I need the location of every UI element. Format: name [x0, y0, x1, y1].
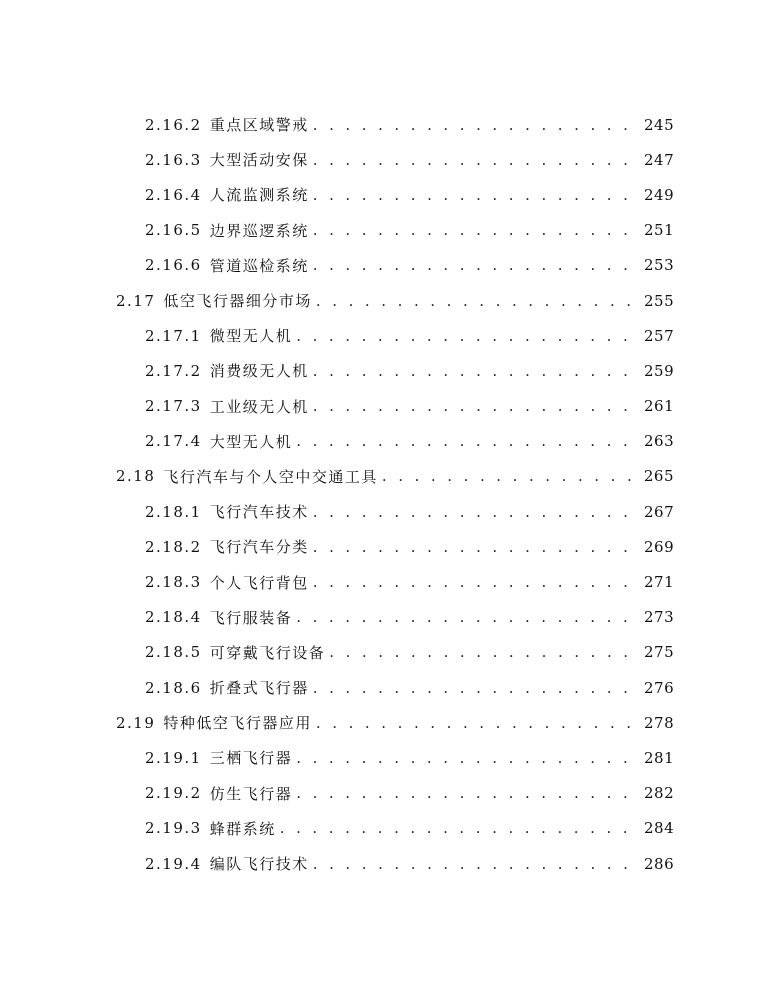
toc-entry-title: 三栖飞行器 — [209, 749, 293, 768]
dot-leader — [313, 256, 634, 274]
toc-entry-number: 2.18.1 — [145, 502, 202, 521]
toc-entry-number: 2.18.6 — [145, 678, 202, 697]
toc-entry[interactable] — [0, 142, 765, 177]
toc-entry-page: 281 — [644, 748, 675, 767]
dot-leader — [296, 749, 634, 767]
toc-section-entry[interactable] — [0, 705, 765, 740]
toc-entry-page: 247 — [644, 150, 675, 169]
toc-entry-page: 276 — [644, 678, 675, 697]
toc-entry-title: 低空飞行器细分市场 — [163, 292, 312, 311]
toc-section-entry[interactable] — [0, 283, 765, 318]
toc-entry-page: 284 — [644, 819, 675, 838]
toc-entry-number: 2.16.2 — [145, 115, 202, 134]
toc-entry[interactable] — [0, 740, 765, 775]
toc-entry-number: 2.18 — [116, 467, 156, 486]
table-of-contents — [0, 107, 765, 881]
toc-entry-title: 人流监测系统 — [209, 186, 309, 205]
toc-entry-title: 大型活动安保 — [209, 151, 309, 170]
toc-entry[interactable] — [0, 846, 765, 881]
toc-entry[interactable] — [0, 811, 765, 846]
toc-entry-number: 2.17.4 — [145, 432, 202, 451]
dot-leader — [313, 538, 634, 556]
toc-entry-page: 257 — [644, 326, 675, 345]
toc-entry-number: 2.17.1 — [145, 326, 202, 345]
toc-entry-number: 2.16.3 — [145, 150, 202, 169]
toc-entry-page: 263 — [644, 432, 675, 451]
dot-leader — [313, 679, 634, 697]
toc-entry[interactable] — [0, 213, 765, 248]
toc-entry-number: 2.19.4 — [145, 854, 202, 873]
toc-entry-title: 特种低空飞行器应用 — [163, 714, 312, 733]
toc-entry-number: 2.19.3 — [145, 819, 202, 838]
dot-leader — [296, 327, 634, 345]
toc-entry-title: 飞行汽车技术 — [209, 503, 309, 522]
toc-entry[interactable] — [0, 670, 765, 705]
toc-entry[interactable] — [0, 635, 765, 670]
toc-entry-number: 2.17.3 — [145, 397, 202, 416]
toc-entry-number: 2.18.2 — [145, 537, 202, 556]
dot-leader — [280, 819, 634, 837]
toc-entry-page: 259 — [644, 361, 675, 380]
toc-entry-title: 折叠式飞行器 — [209, 679, 309, 698]
toc-entry-page: 267 — [644, 502, 675, 521]
toc-section-entry[interactable] — [0, 459, 765, 494]
toc-entry-number: 2.18.4 — [145, 608, 202, 627]
toc-entry-page: 275 — [644, 643, 675, 662]
toc-entry-title: 蜂群系统 — [209, 819, 276, 838]
toc-entry-title: 仿生飞行器 — [209, 784, 293, 803]
toc-entry-page: 286 — [644, 854, 675, 873]
dot-leader — [313, 855, 634, 873]
toc-entry-page: 271 — [644, 573, 675, 592]
toc-entry-number: 2.16.6 — [145, 256, 202, 275]
toc-entry[interactable] — [0, 494, 765, 529]
dot-leader — [313, 503, 634, 521]
toc-entry-page: 255 — [644, 291, 675, 310]
dot-leader — [296, 608, 634, 626]
dot-leader — [296, 432, 634, 450]
toc-entry-title: 飞行汽车分类 — [209, 538, 309, 557]
toc-entry-number: 2.17 — [116, 291, 156, 310]
toc-entry[interactable] — [0, 353, 765, 388]
toc-entry-page: 249 — [644, 185, 675, 204]
dot-leader — [313, 116, 634, 134]
toc-entry-number: 2.18.3 — [145, 573, 202, 592]
toc-entry-number: 2.17.2 — [145, 361, 202, 380]
toc-entry-page: 253 — [644, 256, 675, 275]
dot-leader — [313, 151, 634, 169]
dot-leader — [313, 397, 634, 415]
dot-leader — [329, 643, 634, 661]
toc-entry-title: 消费级无人机 — [209, 362, 309, 381]
dot-leader — [382, 467, 642, 485]
toc-entry-title: 个人飞行背包 — [209, 573, 309, 592]
toc-entry-number: 2.16.5 — [145, 221, 202, 240]
toc-entry-number: 2.16.4 — [145, 185, 202, 204]
toc-entry-number: 2.19 — [116, 713, 156, 732]
toc-entry[interactable] — [0, 529, 765, 564]
toc-entry-page: 245 — [644, 115, 675, 134]
toc-entry-title: 边界巡逻系统 — [209, 221, 309, 240]
toc-entry-title: 飞行服装备 — [209, 608, 293, 627]
toc-entry[interactable] — [0, 776, 765, 811]
dot-leader — [313, 362, 634, 380]
toc-entry-page: 251 — [644, 221, 675, 240]
toc-entry[interactable] — [0, 248, 765, 283]
dot-leader — [313, 221, 634, 239]
dot-leader — [313, 186, 634, 204]
toc-entry-number: 2.19.1 — [145, 748, 202, 767]
toc-entry-title: 微型无人机 — [209, 327, 293, 346]
toc-entry-page: 265 — [643, 467, 674, 486]
dot-leader — [296, 784, 634, 802]
toc-entry-page: 261 — [644, 397, 675, 416]
toc-entry-page: 273 — [644, 608, 675, 627]
toc-entry-page: 278 — [644, 713, 675, 732]
toc-entry[interactable] — [0, 318, 765, 353]
toc-entry[interactable] — [0, 177, 765, 212]
toc-entry-title: 可穿戴飞行设备 — [209, 643, 326, 662]
toc-entry[interactable] — [0, 389, 765, 424]
toc-entry-title: 大型无人机 — [209, 432, 293, 451]
toc-entry-number: 2.18.5 — [145, 643, 202, 662]
toc-entry[interactable] — [0, 107, 765, 142]
dot-leader — [316, 714, 634, 732]
toc-entry-page: 282 — [644, 784, 675, 803]
toc-entry[interactable] — [0, 600, 765, 635]
dot-leader — [316, 292, 634, 310]
dot-leader — [313, 573, 634, 591]
toc-entry-number: 2.19.2 — [145, 784, 202, 803]
toc-entry-title: 飞行汽车与个人空中交通工具 — [163, 467, 378, 486]
toc-entry-title: 编队飞行技术 — [209, 855, 309, 874]
toc-entry-page: 269 — [644, 537, 675, 556]
toc-entry[interactable] — [0, 564, 765, 599]
toc-entry[interactable] — [0, 424, 765, 459]
toc-entry-title: 重点区域警戒 — [209, 116, 309, 135]
toc-entry-title: 管道巡检系统 — [209, 256, 309, 275]
toc-entry-title: 工业级无人机 — [209, 397, 309, 416]
